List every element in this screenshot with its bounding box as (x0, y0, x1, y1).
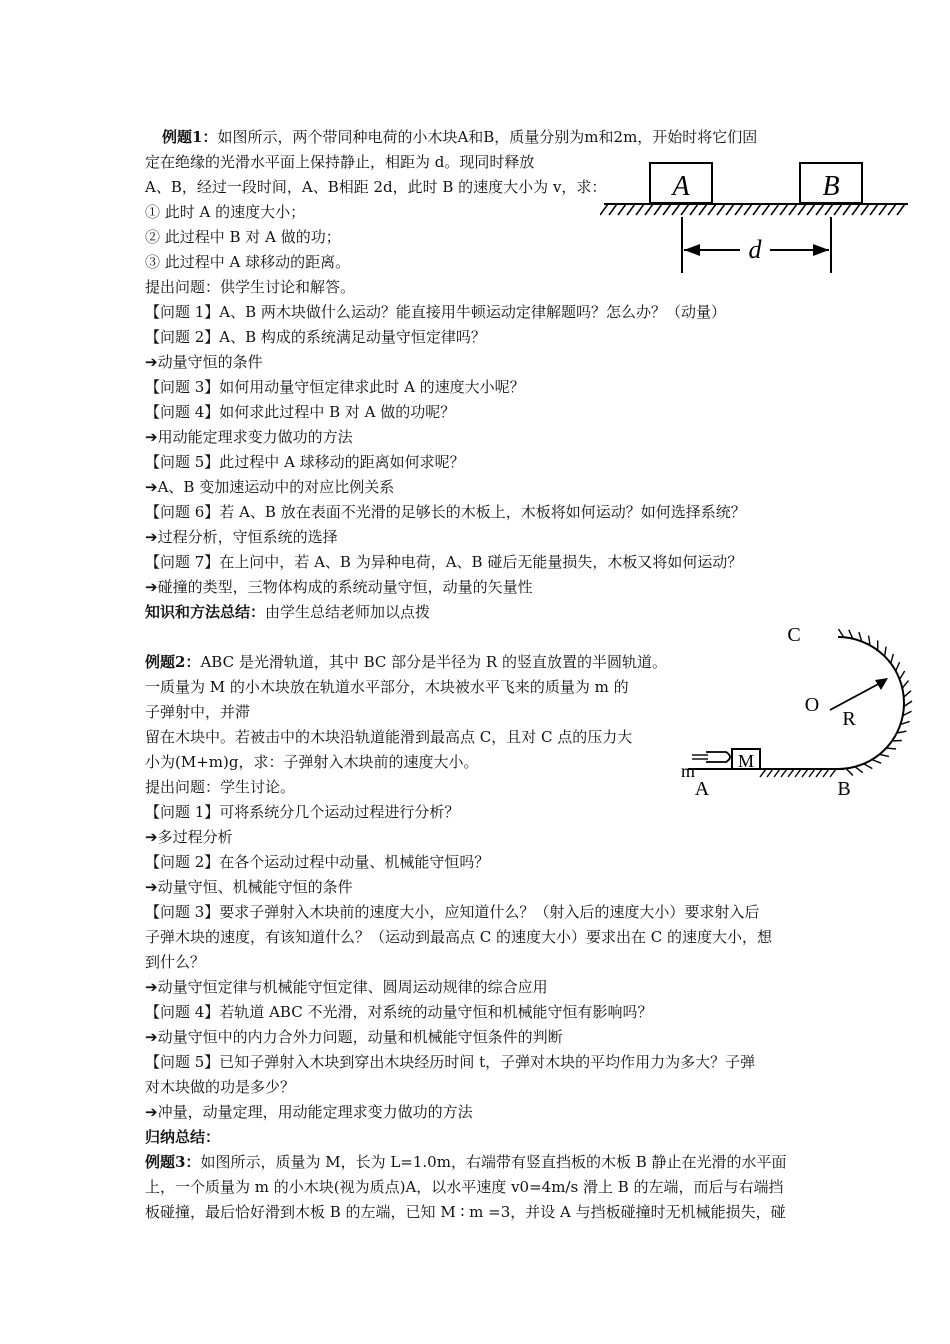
hatch-mark (900, 671, 905, 679)
text-line (145, 425, 353, 450)
bold-label: 例题3： (145, 1153, 201, 1171)
hatch-mark (843, 204, 851, 215)
line-text: ① 此时 A 的速度大小； (145, 203, 306, 221)
text-line (145, 725, 632, 750)
hatch-mark (798, 204, 806, 215)
text-line (145, 1125, 220, 1150)
hatch-mark (760, 769, 766, 777)
hatch-mark (767, 769, 773, 777)
hatch-mark (771, 204, 779, 215)
bold-label: 归纳总结： (145, 1128, 221, 1146)
hatch-mark (886, 748, 896, 749)
text-line (145, 800, 459, 825)
bold-label: 例题2： (145, 653, 201, 671)
text-line (145, 375, 525, 400)
line-text: ② 此过程中 B 对 A 做的功； (145, 228, 341, 246)
line-text: 对木块做的功是多少？ (145, 1078, 296, 1096)
line-text: 由学生总结老师加以点拨 (265, 603, 431, 621)
track-hatching (760, 769, 836, 777)
label-b: B (837, 778, 851, 800)
bullet-icon (706, 752, 730, 762)
hatch-mark (618, 204, 626, 215)
hatch-mark (627, 204, 635, 215)
hatch-mark (663, 204, 671, 215)
hatch-mark (816, 769, 822, 777)
hatch-mark (823, 769, 829, 777)
hatch-mark (802, 769, 808, 777)
line-text: 留在木块中。若被击中的木块沿轨道能滑到最高点 C，且对 C 点的压力大 (145, 728, 633, 746)
text-line (145, 1150, 787, 1175)
hatch-mark (861, 204, 869, 215)
hatch-mark (753, 204, 761, 215)
line-text: 【问题 6】若 A、B 放在表面不光滑的足够长的木板上，木板将如何运动？如何选择系统？ (145, 503, 746, 521)
hatch-mark (855, 767, 863, 773)
line-text: 如图所示，两个带同种电荷的小木块A和B，质量分别为m和2m，开始时将它们固 (217, 128, 758, 146)
text-line (145, 1050, 755, 1075)
line-text: 【问题 2】A、B 构成的系统满足动量守恒定律吗？ (145, 328, 486, 346)
hatch-mark (896, 662, 900, 671)
text-line (145, 1000, 652, 1025)
line-text: 提出问题：学生讨论。 (145, 778, 296, 796)
line-text: 到什么？ (145, 953, 206, 971)
text-line (145, 875, 353, 900)
line-text: ③ 此过程中 A 球移动的距离。 (145, 253, 351, 271)
line-text: ➔动量守恒定律与机械能守恒定律、圆周运动规律的综合应用 (145, 978, 548, 996)
line-text: 板碰撞，最后恰好滑到木板 B 的左端，已知 M ∶ m =3，并设 A 与挡板碰撞时无机械能损失，碰 (145, 1203, 786, 1221)
line-text: 【问题 2】在各个运动过程中动量、机械能守恒吗？ (145, 853, 490, 871)
text-line (145, 700, 250, 725)
hatch-mark (681, 204, 689, 215)
line-text: ➔冲量，动量定理，用动能定理求变力做功的方法 (145, 1103, 473, 1121)
text-line (145, 775, 295, 800)
hatch-mark (904, 691, 911, 698)
hatch-mark (609, 204, 617, 215)
text-line (145, 475, 394, 500)
text-line (145, 600, 430, 625)
hatch-mark (852, 204, 860, 215)
text-line (145, 400, 455, 425)
line-text: 【问题 1】A、B 两木块做什么运动？能直接用牛顿运动定律解题吗？怎么办？（动量） (145, 303, 726, 321)
line-text: A、B，经过一段时间，A、B相距 2d，此时 B 的速度大小为 v，求： (145, 178, 607, 196)
text-line (145, 925, 772, 950)
label-c: C (787, 624, 801, 646)
text-line (145, 900, 759, 925)
text-line (145, 1100, 473, 1125)
text-line (145, 500, 746, 525)
hatch-mark (690, 204, 698, 215)
hatch-mark (781, 769, 787, 777)
line-text: 【问题 5】此过程中 A 球移动的距离如何求呢？ (145, 453, 465, 471)
hatch-mark (830, 769, 836, 777)
label-d: d (748, 235, 762, 264)
hatch-mark (885, 647, 886, 657)
label-m-block: M (737, 751, 755, 771)
text-line (145, 750, 478, 775)
text-line (145, 300, 726, 325)
hatch-mark (780, 204, 788, 215)
text-line (145, 575, 533, 600)
hatch-mark (762, 204, 770, 215)
hatch-mark (699, 204, 707, 215)
label-a: A (694, 778, 710, 800)
hatch-mark (774, 769, 780, 777)
hatch-mark (879, 204, 887, 215)
arrow-head-left (684, 244, 700, 256)
hatch-mark (726, 204, 734, 215)
label-b: B (822, 171, 840, 202)
line-text: ➔动量守恒的条件 (145, 353, 263, 371)
hatch-mark (788, 769, 794, 777)
hatch-mark (825, 204, 833, 215)
text-line (145, 850, 489, 875)
text-line (145, 350, 263, 375)
label-o: O (804, 694, 820, 716)
hatch-mark (902, 681, 908, 689)
ground-hatching (600, 204, 905, 215)
text-line (145, 950, 205, 975)
hatch-mark (870, 204, 878, 215)
text-line (145, 150, 534, 175)
text-line (145, 1175, 784, 1200)
bold-label: 例题1： (162, 128, 218, 146)
line-text: 提出问题：供学生讨论和解答。 (145, 278, 356, 296)
hatch-mark (872, 760, 881, 764)
radius-line (830, 681, 884, 710)
line-text: 小为(M+m)g，求：子弹射入木块前的速度大小。 (145, 753, 479, 771)
hatch-mark (846, 769, 853, 776)
hatch-mark (672, 204, 680, 215)
line-text: 【问题 4】若轨道 ABC 不光滑，对系统的动量守恒和机械能守恒有影响吗？ (145, 1003, 653, 1021)
text-line (145, 450, 465, 475)
line-text: 子弹木块的速度，有该知道什么？（运动到最高点 C 的速度大小）要求出在 C 的速度大小，想 (145, 928, 773, 946)
figure-semicircle-track (676, 615, 916, 805)
line-text: ➔A、B 变加速运动中的对应比例关系 (145, 478, 395, 496)
line-text: ➔动量守恒、机械能守恒的条件 (145, 878, 353, 896)
text-line (145, 175, 606, 200)
text-line (145, 550, 742, 575)
hatch-mark (897, 204, 905, 215)
line-text: ➔碰撞的类型，三物体构成的系统动量守恒，动量的矢量性 (145, 578, 533, 596)
hatch-mark (795, 769, 801, 777)
line-text: 【问题 3】要求子弹射入木块前的速度大小，应知道什么？（射入后的速度大小）要求射入后 (145, 903, 760, 921)
text-line (162, 125, 757, 150)
line-text: ➔用动能定理求变力做功的方法 (145, 428, 353, 446)
hatch-mark (864, 764, 873, 769)
line-text: 【问题 7】在上问中，若 A、B 为异种电荷，A、B 碰后无能量损失，木板又将如何运动？ (145, 553, 743, 571)
line-text: 如图所示，质量为 M，长为 L=1.0m，右端带有竖直挡板的木板 B 静止在光滑的水平面 (200, 1153, 787, 1171)
line-text: 【问题 1】可将系统分几个运动过程进行分析？ (145, 803, 460, 821)
label-m-bullet: m (680, 761, 696, 781)
line-text: ABC 是光滑轨道，其中 BC 部分是半径为 R 的竖直放置的半圆轨道。 (200, 653, 667, 671)
line-text: 【问题 3】如何用动量守恒定律求此时 A 的速度大小呢？ (145, 378, 525, 396)
hatch-mark (600, 204, 608, 215)
bold-label: 知识和方法总结： (145, 603, 266, 621)
text-line (145, 200, 305, 225)
text-line (145, 825, 233, 850)
hatch-mark (708, 204, 716, 215)
line-text: 一质量为 M 的小木块放在轨道水平部分，木块被水平飞来的质量为 m 的 (145, 678, 629, 696)
label-a: A (672, 171, 690, 202)
hatch-mark (888, 204, 896, 215)
hatch-mark (891, 654, 894, 663)
figure-blocks-ab (600, 155, 912, 280)
line-text: 【问题 4】如何求此过程中 B 对 A 做的功呢？ (145, 403, 456, 421)
hatch-mark (834, 204, 842, 215)
line-text: 定在绝缘的光滑水平面上保持静止，相距为 d。现同时释放 (145, 153, 535, 171)
line-text: ➔多过程分析 (145, 828, 233, 846)
text-line (145, 1200, 786, 1225)
arrow-head-right (813, 244, 829, 256)
text-line (145, 225, 341, 250)
text-line (145, 525, 338, 550)
arc-hatching (839, 629, 913, 776)
text-line (145, 250, 350, 275)
hatch-mark (807, 204, 815, 215)
hatch-mark (744, 204, 752, 215)
hatch-mark (636, 204, 644, 215)
line-text: 上，一个质量为 m 的小木块(视为质点)A，以水平速度 v0=4m/s 滑上 B 的左端，而后与右端挡 (145, 1178, 784, 1196)
line-text: 【问题 5】已知子弹射入木块到穿出木块经历时间 t，子弹对木块的平均作用力为多大？子弹 (145, 1053, 756, 1071)
hatch-mark (816, 204, 824, 215)
text-line (145, 1025, 563, 1050)
text-line (145, 1075, 295, 1100)
hatch-mark (654, 204, 662, 215)
hatch-mark (880, 754, 890, 756)
text-line (145, 650, 667, 675)
line-text: 子弹射中，并滞 (145, 703, 251, 721)
hatch-mark (735, 204, 743, 215)
line-text: ➔过程分析，守恒系统的选择 (145, 528, 338, 546)
line-text: ➔动量守恒中的内力合外力问题，动量和机械能守恒条件的判断 (145, 1028, 563, 1046)
hatch-mark (789, 204, 797, 215)
hatch-mark (717, 204, 725, 215)
label-r: R (842, 708, 856, 730)
text-line (145, 975, 548, 1000)
hatch-mark (645, 204, 653, 215)
text-line (145, 675, 629, 700)
text-line (145, 325, 486, 350)
hatch-mark (904, 701, 912, 707)
hatch-mark (809, 769, 815, 777)
text-line (145, 275, 355, 300)
